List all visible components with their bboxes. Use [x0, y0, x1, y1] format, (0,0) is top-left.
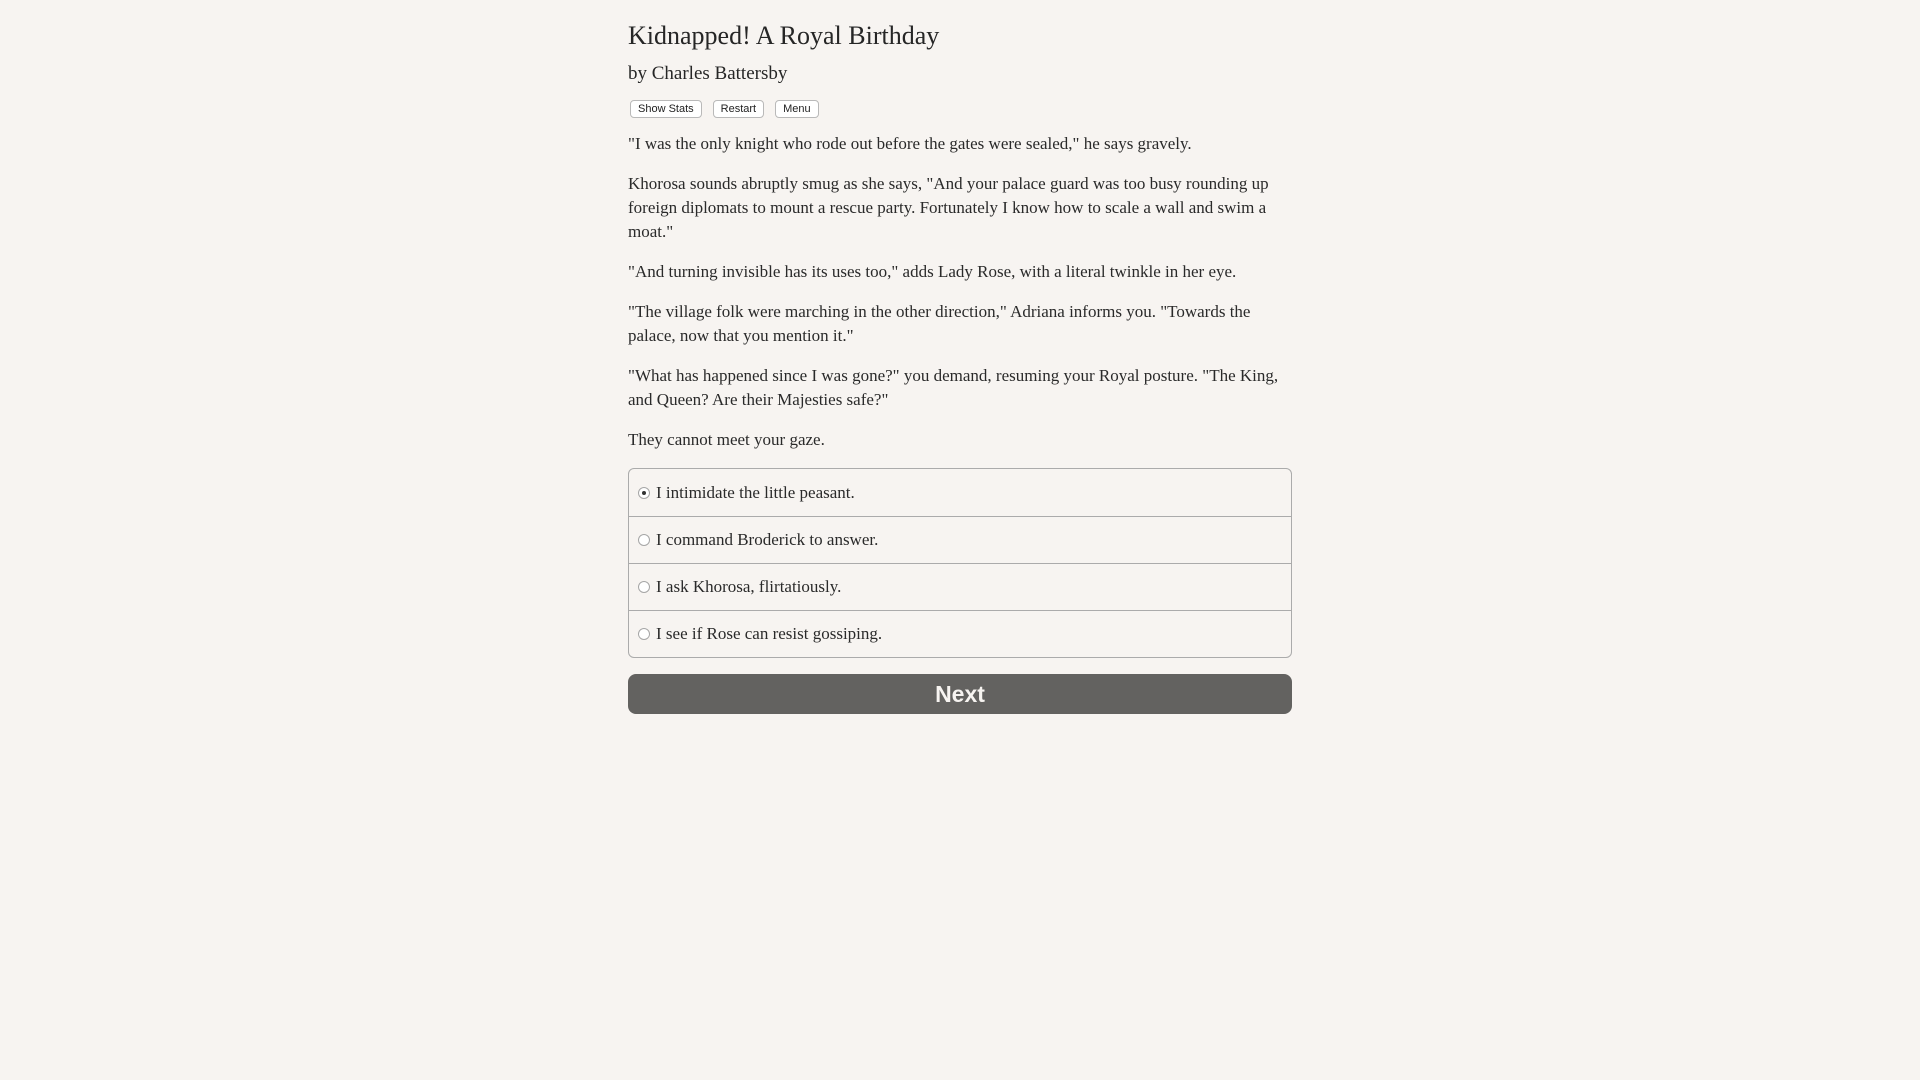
choice-label: I see if Rose can resist gossiping. [656, 624, 883, 643]
game-title: Kidnapped! A Royal Birthday [628, 21, 940, 50]
next-button[interactable]: Next [628, 674, 1292, 714]
story-paragraph: They cannot meet your gaze. [628, 430, 825, 449]
story-paragraph: Khorosa sounds abruptly smug as she says, "And your palace guard was too busy rounding up foreign diplomats to mount a rescue party. Fortunately I know how to scale a wall and swim a moat." [628, 174, 1269, 241]
radio-unselected-icon[interactable] [638, 581, 650, 593]
story-paragraph: "The village folk were marching in the other direction," Adriana informs you. "Towards the palace, now that you mention it." [628, 302, 1251, 345]
menu-button[interactable]: Menu [775, 100, 819, 118]
choice-option-rose-gossip[interactable] [629, 610, 1291, 657]
choice-label: I intimidate the little peasant. [656, 482, 855, 502]
show-stats-button[interactable]: Show Stats [630, 100, 702, 118]
game-container [628, 0, 1292, 714]
choice-option-intimidate[interactable] [629, 469, 1291, 516]
story-paragraph: "What has happened since I was gone?" you demand, resuming your Royal posture. "The King, and Queen? Are their Majesties safe?" [628, 366, 1279, 409]
radio-unselected-icon[interactable] [638, 534, 650, 546]
choice-label: I command Broderick to answer. [656, 530, 879, 549]
game-author: by Charles Battersby [628, 63, 788, 84]
choice-option-command-broderick[interactable] [629, 516, 1291, 563]
radio-unselected-icon[interactable] [638, 628, 650, 640]
story-paragraph: "I was the only knight who rode out before the gates were sealed," he says gravely. [628, 134, 1192, 153]
story-paragraph: "And turning invisible has its uses too," adds Lady Rose, with a literal twinkle in her eye. [628, 262, 1237, 281]
radio-selected-icon[interactable] [638, 487, 650, 499]
choice-list [628, 468, 1292, 658]
choice-option-ask-khorosa[interactable] [629, 563, 1291, 610]
toolbar [628, 100, 1292, 118]
story-text [628, 132, 1292, 452]
restart-button[interactable]: Restart [713, 100, 764, 118]
choice-label: I ask Khorosa, flirtatiously. [656, 577, 842, 596]
